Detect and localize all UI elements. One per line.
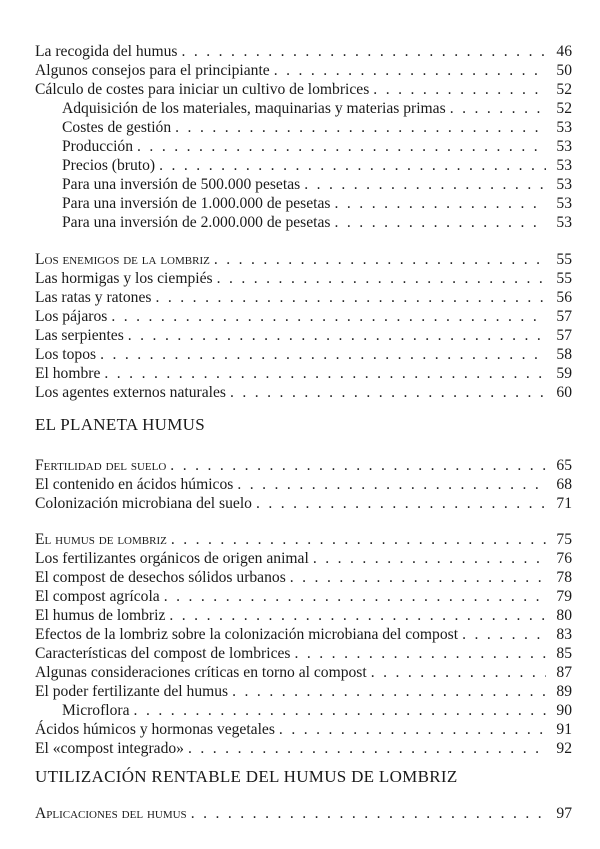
toc-leader-dots bbox=[107, 307, 546, 326]
toc-leader-dots bbox=[177, 42, 546, 61]
toc-entry-page: 58 bbox=[556, 346, 572, 363]
toc-entry-title: Las hormigas y los ciempiés bbox=[35, 270, 213, 287]
toc-entry-page: 57 bbox=[556, 327, 572, 344]
toc-entry-title: Aplicaciones del humus bbox=[35, 805, 187, 822]
toc-entry[interactable] bbox=[35, 587, 572, 606]
toc-entry-title: Para una inversión de 500.000 pesetas bbox=[62, 176, 301, 193]
toc-entry-title: El poder fertilizante del humus bbox=[35, 683, 229, 700]
toc-leader-dots bbox=[309, 549, 546, 568]
toc-leader-dots bbox=[133, 137, 546, 156]
toc-entry-page: 71 bbox=[556, 495, 572, 512]
toc-entry-title: Fertilidad del suelo bbox=[35, 457, 167, 474]
toc-entry[interactable] bbox=[35, 326, 572, 345]
toc-leader-dots bbox=[187, 804, 546, 823]
toc-entry-title: El humus de lombriz bbox=[35, 607, 166, 624]
toc-entry-title: Las serpientes bbox=[35, 327, 124, 344]
toc-entry-title: El compost agrícola bbox=[35, 588, 160, 605]
toc-entry[interactable] bbox=[35, 494, 572, 513]
toc-entry-page: 92 bbox=[556, 740, 572, 757]
toc-entry[interactable] bbox=[35, 549, 572, 568]
toc-subentry[interactable] bbox=[62, 137, 572, 156]
toc-leader-dots bbox=[300, 175, 546, 194]
toc-entry-title: Los topos bbox=[35, 346, 97, 363]
toc-leader-dots bbox=[165, 606, 546, 625]
toc-entry[interactable] bbox=[35, 475, 572, 494]
toc-entry-title: El contenido en ácidos húmicos bbox=[35, 476, 234, 493]
toc-entry-page: 55 bbox=[556, 251, 572, 268]
toc-subentry[interactable] bbox=[62, 156, 572, 175]
toc-leader-dots bbox=[228, 682, 546, 701]
toc-leader-dots bbox=[367, 663, 546, 682]
toc-entry-page: 53 bbox=[556, 176, 572, 193]
toc-entry-page: 78 bbox=[556, 569, 572, 586]
toc-leader-dots bbox=[226, 383, 546, 402]
toc-leader-dots bbox=[213, 269, 546, 288]
toc-leader-dots bbox=[331, 194, 547, 213]
toc-leader-dots bbox=[369, 80, 546, 99]
toc-leader-dots bbox=[130, 701, 546, 720]
toc-entry[interactable] bbox=[35, 61, 572, 80]
toc-entry-title: Producción bbox=[62, 138, 134, 155]
toc-entry-page: 53 bbox=[556, 214, 572, 231]
toc-entry[interactable] bbox=[35, 42, 572, 61]
toc-subentry[interactable] bbox=[62, 175, 572, 194]
toc-entry-title: Costes de gestión bbox=[62, 119, 172, 136]
toc-entry-page: 83 bbox=[556, 626, 572, 643]
toc-entry-title: Adquisición de los materiales, maquinarias y materias primas bbox=[62, 100, 446, 117]
toc-chapter-entry[interactable] bbox=[35, 804, 572, 823]
toc-entry[interactable] bbox=[35, 720, 572, 739]
toc-chapter-entry[interactable] bbox=[35, 456, 572, 475]
toc-entry-page: 79 bbox=[556, 588, 572, 605]
toc-leader-dots bbox=[100, 364, 546, 383]
toc-entry-page: 76 bbox=[556, 550, 572, 567]
toc-entry-page: 80 bbox=[556, 607, 572, 624]
toc-entry[interactable] bbox=[35, 307, 572, 326]
toc-entry-title: El hombre bbox=[35, 365, 101, 382]
toc-leader-dots bbox=[252, 494, 546, 513]
toc-subentry[interactable] bbox=[62, 701, 572, 720]
toc-entry[interactable] bbox=[35, 644, 572, 663]
toc-leader-dots bbox=[275, 720, 546, 739]
toc-entry[interactable] bbox=[35, 606, 572, 625]
toc-entry-title: Los pájaros bbox=[35, 308, 108, 325]
toc-entry[interactable] bbox=[35, 682, 572, 701]
toc-entry-title: El «compost integrado» bbox=[35, 740, 184, 757]
toc-chapter-entry[interactable] bbox=[35, 530, 572, 549]
toc-subentry[interactable] bbox=[62, 213, 572, 232]
toc-entry-title: Algunos consejos para el principiante bbox=[35, 62, 270, 79]
toc-entry[interactable] bbox=[35, 269, 572, 288]
toc-entry[interactable] bbox=[35, 663, 572, 682]
toc-entry-title: Efectos de la lombriz sobre la colonización microbiana del compost bbox=[35, 626, 459, 643]
toc-entry[interactable] bbox=[35, 364, 572, 383]
toc-chapter-entry[interactable] bbox=[35, 250, 572, 269]
toc-entry[interactable] bbox=[35, 345, 572, 364]
toc-entry[interactable] bbox=[35, 383, 572, 402]
toc-entry-page: 90 bbox=[556, 702, 572, 719]
toc-leader-dots bbox=[290, 644, 546, 663]
toc-entry-title: La recogida del humus bbox=[35, 43, 178, 60]
toc-entry-title: Características del compost de lombrices bbox=[35, 645, 291, 662]
toc-entry-title: Algunas consideraciones críticas en torno al compost bbox=[35, 664, 367, 681]
toc-entry-title: Los fertilizantes orgánicos de origen animal bbox=[35, 550, 309, 567]
toc-leader-dots bbox=[151, 288, 546, 307]
toc-entry-title: Los agentes externos naturales bbox=[35, 384, 226, 401]
toc-entry-page: 97 bbox=[556, 805, 572, 822]
toc-entry-title: Ácidos húmicos y hormonas vegetales bbox=[35, 721, 275, 738]
toc-entry[interactable] bbox=[35, 288, 572, 307]
toc-leader-dots bbox=[96, 345, 546, 364]
toc-entry-page: 59 bbox=[556, 365, 572, 382]
toc-leader-dots bbox=[210, 250, 546, 269]
toc-entry-page: 55 bbox=[556, 270, 572, 287]
toc-leader-dots bbox=[233, 475, 546, 494]
toc-entry-title: Para una inversión de 2.000.000 de pesetas bbox=[62, 214, 331, 231]
part-heading: UTILIZACIÓN RENTABLE DEL HUMUS DE LOMBRIZ bbox=[35, 767, 458, 786]
toc-leader-dots bbox=[171, 118, 546, 137]
toc-leader-dots bbox=[167, 530, 546, 549]
toc-entry-page: 56 bbox=[556, 289, 572, 306]
toc-entry-page: 53 bbox=[556, 138, 572, 155]
toc-leader-dots bbox=[166, 456, 546, 475]
toc-entry-page: 46 bbox=[556, 43, 572, 60]
toc-entry-page: 89 bbox=[556, 683, 572, 700]
toc-leader-dots bbox=[458, 625, 546, 644]
toc-entry-page: 87 bbox=[556, 664, 572, 681]
toc-leader-dots bbox=[124, 326, 546, 345]
toc-entry-page: 65 bbox=[556, 457, 572, 474]
toc-leader-dots bbox=[331, 213, 547, 232]
toc-entry-page: 53 bbox=[556, 119, 572, 136]
toc-entry[interactable] bbox=[35, 80, 572, 99]
toc-leader-dots bbox=[155, 156, 546, 175]
toc-entry[interactable] bbox=[35, 568, 572, 587]
toc-entry-title: Las ratas y ratones bbox=[35, 289, 152, 306]
toc-entry-page: 57 bbox=[556, 308, 572, 325]
toc-entry-title: Los enemigos de la lombriz bbox=[35, 251, 210, 268]
toc-leader-dots bbox=[446, 99, 546, 118]
toc-entry-page: 75 bbox=[556, 531, 572, 548]
toc-entry-title: Colonización microbiana del suelo bbox=[35, 495, 252, 512]
toc-leader-dots bbox=[270, 61, 546, 80]
toc-entry-page: 52 bbox=[556, 81, 572, 98]
toc-entry-page: 91 bbox=[556, 721, 572, 738]
toc-subentry[interactable] bbox=[62, 118, 572, 137]
toc-entry-page: 85 bbox=[556, 645, 572, 662]
toc-entry-page: 53 bbox=[556, 195, 572, 212]
toc-entry-title: El humus de lombriz bbox=[35, 531, 167, 548]
toc-entry-title: Para una inversión de 1.000.000 de pesetas bbox=[62, 195, 331, 212]
toc-leader-dots bbox=[160, 587, 546, 606]
toc-leader-dots bbox=[286, 568, 546, 587]
toc-subentry[interactable] bbox=[62, 99, 572, 118]
toc-subentry[interactable] bbox=[62, 194, 572, 213]
toc-entry-page: 68 bbox=[556, 476, 572, 493]
toc-entry-page: 60 bbox=[556, 384, 572, 401]
toc-entry-title: El compost de desechos sólidos urbanos bbox=[35, 569, 286, 586]
toc-entry-title: Cálculo de costes para iniciar un cultivo de lombrices bbox=[35, 81, 370, 98]
toc-entry[interactable] bbox=[35, 625, 572, 644]
part-heading: EL PLANETA HUMUS bbox=[35, 415, 205, 434]
toc-leader-dots bbox=[184, 739, 546, 758]
toc-entry-page: 53 bbox=[556, 157, 572, 174]
toc-entry-title: Microflora bbox=[62, 702, 130, 719]
toc-entry-page: 52 bbox=[556, 100, 572, 117]
toc-entry[interactable] bbox=[35, 739, 572, 758]
toc-entry-title: Precios (bruto) bbox=[62, 157, 156, 174]
toc-entry-page: 50 bbox=[556, 62, 572, 79]
